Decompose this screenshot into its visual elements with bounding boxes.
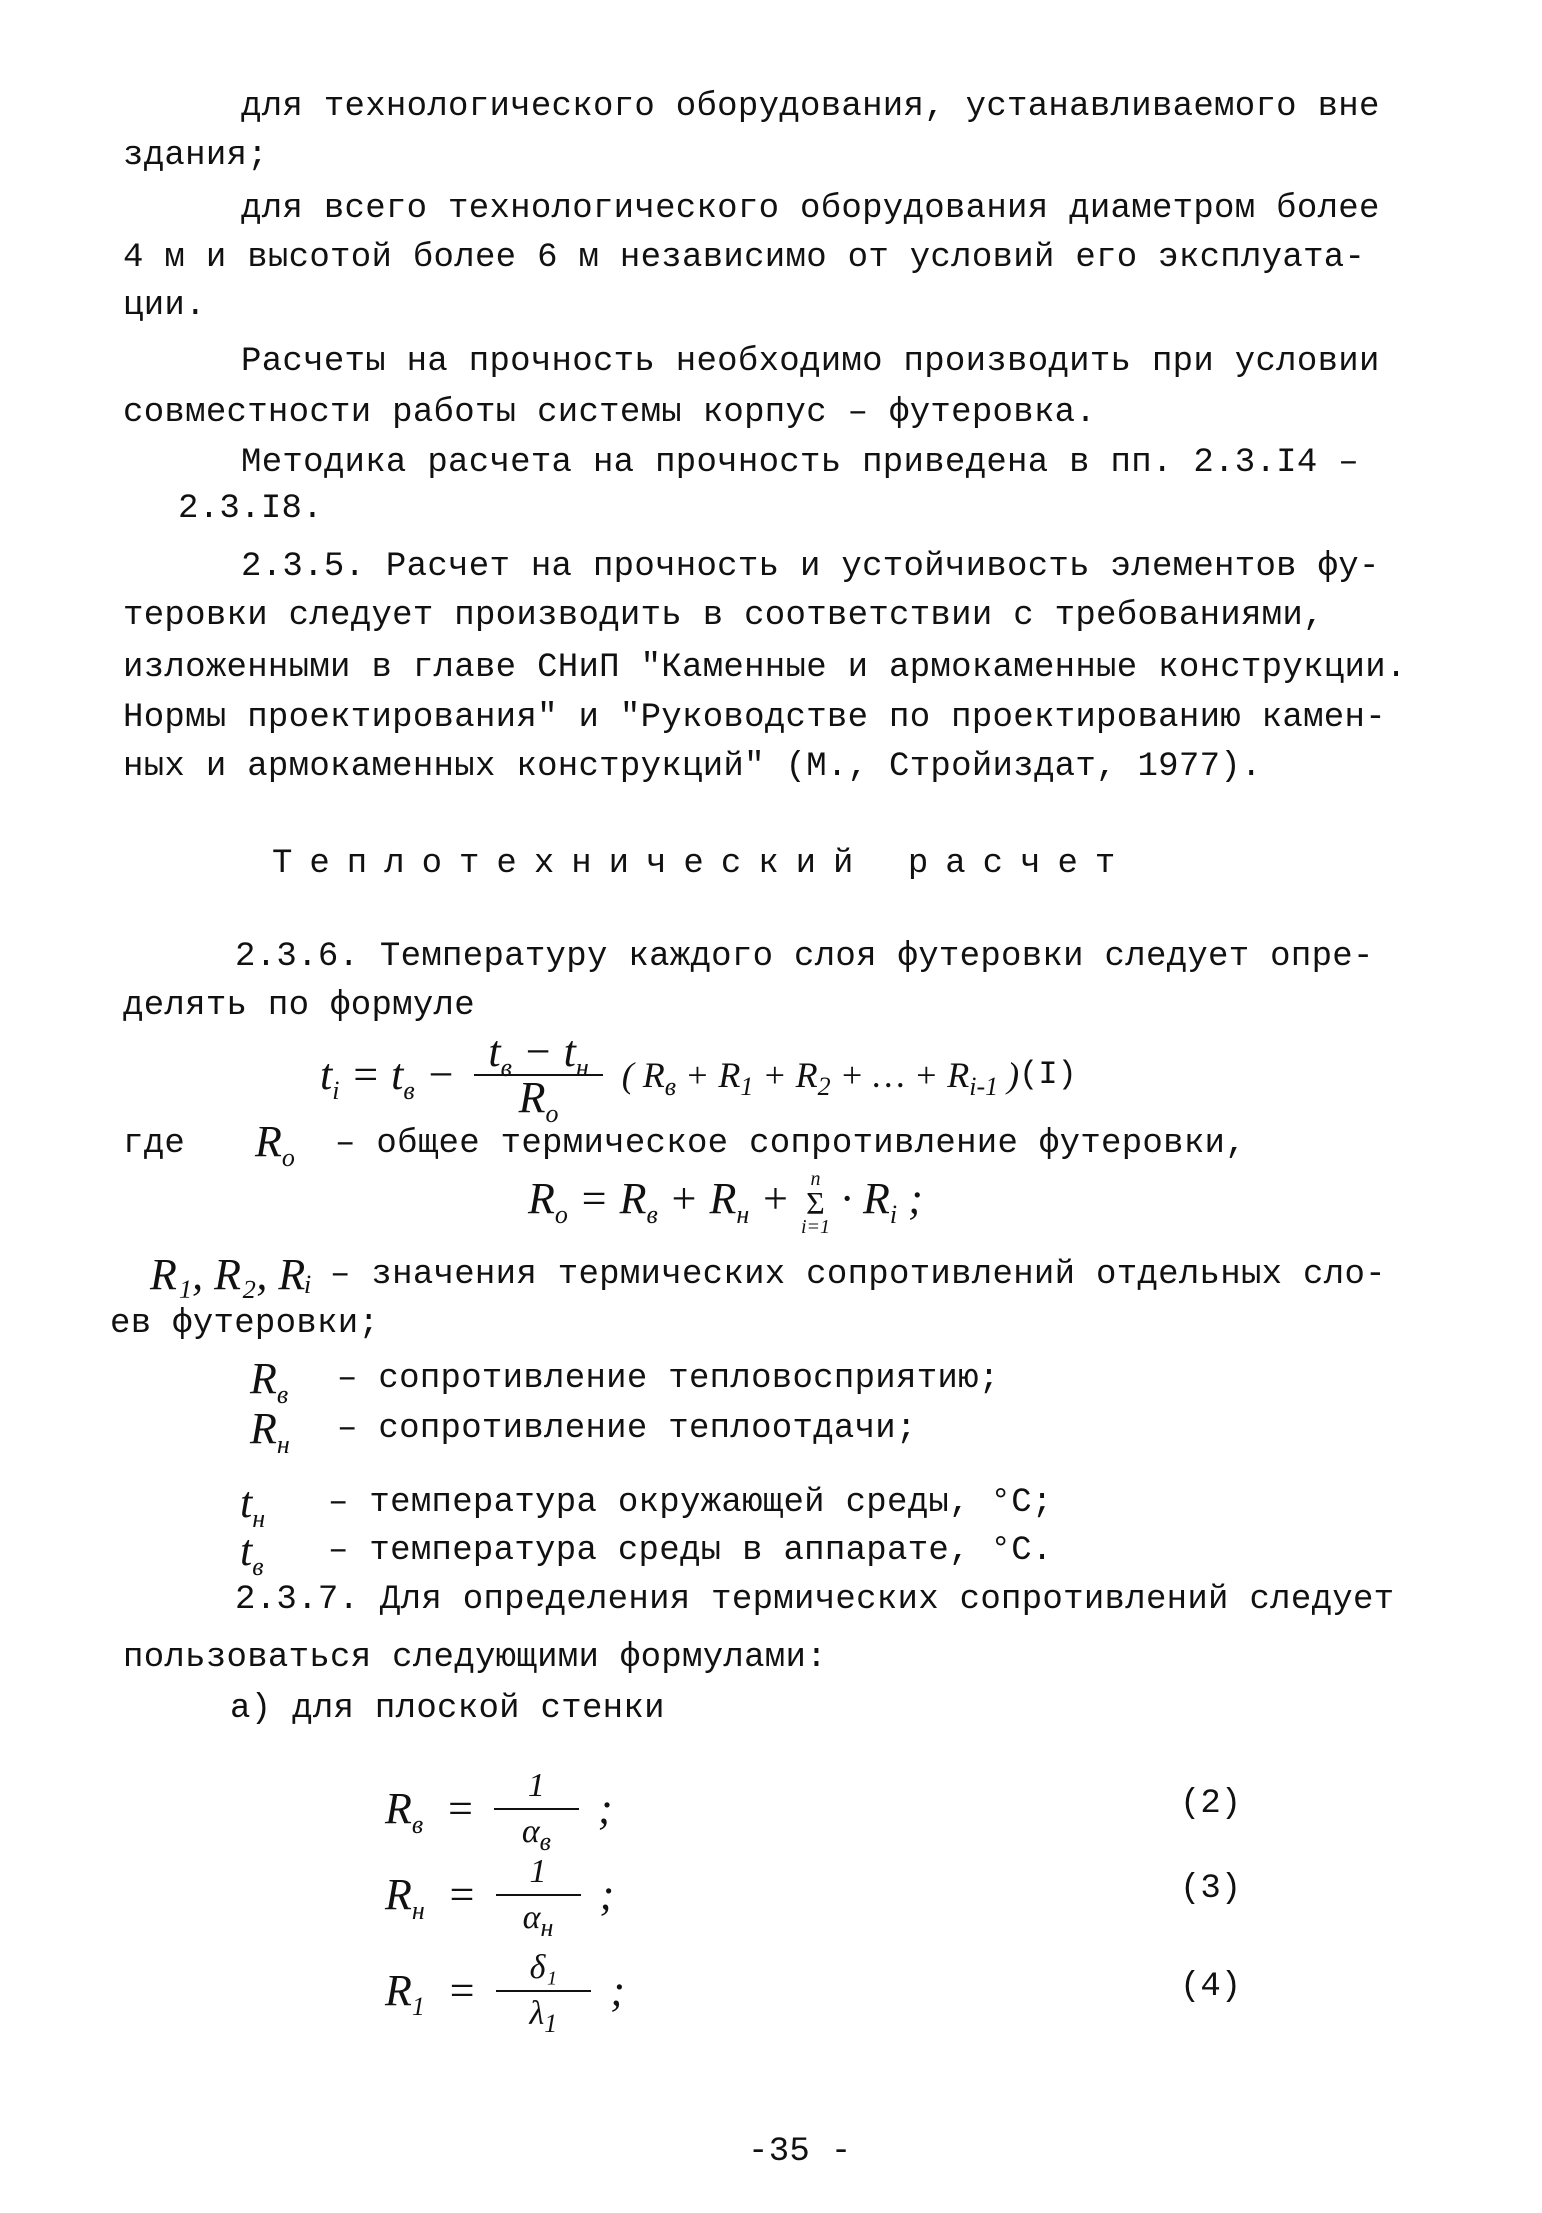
symbol-r1-r2-ri: R₁, R₂, Rᵢ [150,1250,313,1299]
text-line: ных и армокаменных конструкций" (М., Стройиздат, 1977). [123,748,1262,786]
text-line: Нормы проектирования" и "Руководстве по проектированию камен- [123,699,1386,737]
text-line: 2.3.7. Для определения термических сопротивлений следует [235,1581,1395,1619]
formula-4: $R_1$ = $\frac{\text{δ₁}}{\lambda_1}$ ; [385,1946,625,2036]
text-line: Расчеты на прочность необходимо производить при условии [241,343,1380,381]
text-line: делять по формуле [123,987,475,1025]
where-label: где [123,1125,186,1163]
section-heading: Теплотехнический расчет [272,845,1133,883]
formula-r0: $R_o = R_в + R_н$ + n Σ i=1 · $R_i$ ; [528,1168,923,1238]
text-line: 2.3.6. Температуру каждого слоя футеровки следует опре- [235,938,1374,976]
equation-number: (I) [1019,1056,1077,1093]
text-line: – значения термических сопротивлений отдельных сло- [330,1256,1386,1294]
symbol-tn: $t_н$ [240,1478,266,1533]
text-line: – сопротивление тепловосприятию; [337,1360,1000,1398]
equation-number: (4) [1180,1968,1242,2006]
text-line: а) для плоской стенки [230,1690,665,1728]
text-line: – температура окружающей среды, °С; [328,1484,1053,1522]
text-line: ции. [123,287,206,325]
page-number: -35 - [748,2133,852,2171]
text-line: 2.3.5. Расчет на прочность и устойчивость элементов фу- [241,548,1380,586]
text-line: для всего технологического оборудования диаметром более [241,190,1380,228]
equation-number: (2) [1180,1785,1242,1823]
text-line: Методика расчета на прочность приведена в пп. 2.3.I4 – [241,444,1359,482]
text-line: совместности работы системы корпус – футеровка. [123,394,1097,432]
text-line: – температура среды в аппарате, °С. [328,1532,1053,1570]
text-line: 2.3.I8. [178,490,323,528]
text-line: – общее термическое сопротивление футеровки, [335,1125,1246,1163]
symbol-rv: $R_в$ [250,1354,289,1409]
text-line: теровки следует производить в соответствии с требованиями, [123,597,1324,635]
text-line: 4 м и высотой более 6 м независимо от условий его эксплуата- [123,239,1366,277]
symbol-tv: $t_в$ [240,1526,264,1581]
text-line: – сопротивление теплоотдачи; [337,1410,917,1448]
formula-1: $t_i = t_в$ − $\frac{t_в - t_н}{R_o}$ ( $R_в + R_1 + R_2$ + … + $R_{i-1}$ )(I) [320,1027,1077,1128]
text-line: здания; [123,137,268,175]
text-line: ев футеровки; [110,1305,380,1343]
text-line: изложенными в главе СНиП "Каменные и армокаменные конструкции. [123,649,1407,687]
text-line: пользоваться следующими формулами: [123,1639,827,1677]
formula-2: $R_в$ = $\frac{1}{\alpha_в}$ ; [385,1764,613,1854]
symbol-r0: $R_o$ [255,1117,295,1172]
formula-3: $R_н$ = $\frac{1}{\alpha_н}$ ; [385,1850,614,1940]
symbol-rn: $R_н$ [250,1404,290,1459]
text-line: для технологического оборудования, устанавливаемого вне [241,88,1380,126]
equation-number: (3) [1180,1870,1242,1908]
